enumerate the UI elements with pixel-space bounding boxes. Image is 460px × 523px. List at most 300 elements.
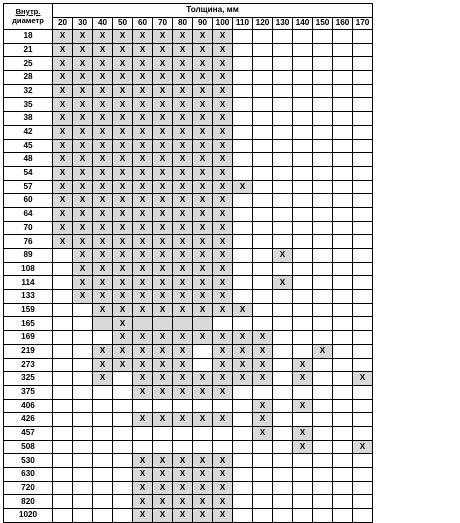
- empty-cell: [113, 426, 133, 440]
- availability-mark-cell: X: [113, 331, 133, 345]
- availability-mark-cell: X: [173, 194, 193, 208]
- empty-cell: [293, 57, 313, 71]
- availability-mark-cell: X: [73, 84, 93, 98]
- availability-mark-cell: X: [53, 125, 73, 139]
- empty-cell: [333, 276, 353, 290]
- availability-mark-cell: X: [153, 98, 173, 112]
- availability-mark-cell: X: [193, 153, 213, 167]
- availability-mark-cell: X: [153, 84, 173, 98]
- empty-cell: [53, 426, 73, 440]
- availability-mark-cell: X: [73, 30, 93, 44]
- availability-mark-cell: X: [113, 180, 133, 194]
- table-row: [4, 71, 373, 85]
- diameter-cell: 38: [4, 112, 53, 126]
- availability-mark-cell: X: [253, 413, 273, 427]
- empty-cell: [333, 468, 353, 482]
- empty-cell: [353, 153, 373, 167]
- empty-cell: [233, 153, 253, 167]
- availability-mark-cell: X: [113, 57, 133, 71]
- availability-mark-cell: X: [173, 43, 193, 57]
- availability-mark-cell: X: [193, 454, 213, 468]
- availability-mark-cell: X: [53, 221, 73, 235]
- diameter-cell: 89: [4, 249, 53, 263]
- empty-cell: [313, 385, 333, 399]
- empty-cell: [233, 509, 253, 523]
- availability-mark-cell: X: [233, 358, 253, 372]
- empty-cell: [113, 495, 133, 509]
- empty-cell: [113, 385, 133, 399]
- empty-cell: [233, 43, 253, 57]
- empty-cell: [233, 221, 253, 235]
- availability-mark-cell: X: [53, 43, 73, 57]
- availability-mark-cell: X: [153, 331, 173, 345]
- availability-mark-cell: X: [133, 153, 153, 167]
- availability-mark-cell: X: [213, 98, 233, 112]
- availability-mark-cell: X: [93, 98, 113, 112]
- empty-cell: [233, 194, 253, 208]
- diameter-cell: 159: [4, 303, 53, 317]
- availability-mark-cell: X: [213, 495, 233, 509]
- availability-mark-cell: X: [53, 139, 73, 153]
- diameter-cell: 28: [4, 71, 53, 85]
- diameter-cell: 630: [4, 468, 53, 482]
- empty-cell: [293, 153, 313, 167]
- thickness-column-header: 80: [173, 18, 193, 30]
- empty-cell: [353, 358, 373, 372]
- empty-cell: [333, 358, 353, 372]
- empty-cell: [333, 194, 353, 208]
- empty-cell: [53, 454, 73, 468]
- table-row: [4, 372, 373, 386]
- empty-cell: [293, 495, 313, 509]
- availability-mark-cell: X: [73, 166, 93, 180]
- table-row: [4, 30, 373, 44]
- availability-mark-cell: X: [133, 194, 153, 208]
- availability-mark-cell: X: [153, 235, 173, 249]
- empty-cell: [93, 413, 113, 427]
- empty-cell: [293, 344, 313, 358]
- empty-cell: [313, 235, 333, 249]
- empty-cell: [293, 30, 313, 44]
- availability-mark-cell: X: [73, 139, 93, 153]
- empty-cell: [313, 30, 333, 44]
- availability-mark-cell: X: [193, 98, 213, 112]
- availability-mark-cell: X: [113, 221, 133, 235]
- empty-cell: [253, 385, 273, 399]
- empty-cell: [273, 317, 293, 331]
- availability-mark-cell: X: [93, 221, 113, 235]
- empty-cell: [93, 454, 113, 468]
- availability-mark-cell: X: [193, 385, 213, 399]
- empty-cell: [53, 262, 73, 276]
- diameter-cell: 45: [4, 139, 53, 153]
- availability-mark-cell: X: [113, 249, 133, 263]
- empty-cell: [333, 57, 353, 71]
- empty-cell: [53, 385, 73, 399]
- empty-cell: [93, 481, 113, 495]
- diameter-cell: 18: [4, 30, 53, 44]
- availability-mark-cell: X: [153, 385, 173, 399]
- availability-mark-cell: X: [93, 344, 113, 358]
- availability-mark-cell: X: [173, 413, 193, 427]
- empty-cell: [233, 495, 253, 509]
- empty-cell: [293, 84, 313, 98]
- empty-cell: [73, 413, 93, 427]
- table-row: [4, 57, 373, 71]
- empty-cell: [353, 43, 373, 57]
- availability-mark-cell: X: [93, 194, 113, 208]
- thickness-column-header: 140: [293, 18, 313, 30]
- availability-mark-cell: X: [93, 180, 113, 194]
- empty-cell: [153, 440, 173, 454]
- availability-mark-cell: X: [133, 290, 153, 304]
- availability-mark-cell: X: [53, 153, 73, 167]
- availability-mark-cell: X: [113, 262, 133, 276]
- empty-cell: [93, 331, 113, 345]
- availability-mark-cell: X: [193, 30, 213, 44]
- availability-mark-cell: X: [213, 372, 233, 386]
- table-row: [4, 262, 373, 276]
- empty-cell: [233, 468, 253, 482]
- table-row: [4, 303, 373, 317]
- empty-cell: [293, 331, 313, 345]
- empty-cell: [353, 194, 373, 208]
- empty-cell: [53, 303, 73, 317]
- availability-mark-cell: X: [133, 180, 153, 194]
- empty-cell: [73, 317, 93, 331]
- empty-cell: [293, 43, 313, 57]
- empty-cell: [293, 290, 313, 304]
- empty-cell: [253, 207, 273, 221]
- empty-cell: [93, 468, 113, 482]
- empty-cell: [313, 180, 333, 194]
- availability-mark-cell: X: [213, 30, 233, 44]
- availability-mark-cell: X: [153, 509, 173, 523]
- availability-mark-cell: X: [193, 71, 213, 85]
- availability-mark-cell: X: [53, 57, 73, 71]
- empty-cell: [313, 221, 333, 235]
- availability-mark-cell: X: [113, 344, 133, 358]
- empty-cell: [253, 43, 273, 57]
- availability-mark-cell: X: [73, 57, 93, 71]
- availability-mark-cell: X: [153, 262, 173, 276]
- empty-cell: [253, 153, 273, 167]
- empty-cell: [293, 413, 313, 427]
- empty-cell: [93, 399, 113, 413]
- empty-cell: [253, 303, 273, 317]
- availability-mark-cell: X: [173, 221, 193, 235]
- empty-cell: [253, 180, 273, 194]
- empty-cell: [293, 454, 313, 468]
- thickness-column-header: 40: [93, 18, 113, 30]
- availability-mark-cell: X: [133, 112, 153, 126]
- availability-mark-cell: X: [93, 30, 113, 44]
- availability-mark-cell: X: [213, 43, 233, 57]
- availability-mark-cell: X: [133, 385, 153, 399]
- table-row: [4, 317, 373, 331]
- empty-cell: [273, 166, 293, 180]
- availability-mark-cell: X: [73, 125, 93, 139]
- empty-cell: [113, 399, 133, 413]
- shaded-empty-cell: [173, 317, 193, 331]
- availability-mark-cell: X: [113, 290, 133, 304]
- empty-cell: [73, 399, 93, 413]
- empty-cell: [53, 344, 73, 358]
- availability-mark-cell: X: [173, 331, 193, 345]
- availability-mark-cell: X: [253, 358, 273, 372]
- empty-cell: [353, 166, 373, 180]
- empty-cell: [53, 413, 73, 427]
- availability-mark-cell: X: [213, 509, 233, 523]
- availability-mark-cell: X: [133, 454, 153, 468]
- diameter-cell: 42: [4, 125, 53, 139]
- availability-mark-cell: X: [173, 125, 193, 139]
- empty-cell: [113, 468, 133, 482]
- table-row: [4, 207, 373, 221]
- diameter-cell: 165: [4, 317, 53, 331]
- availability-mark-cell: X: [73, 290, 93, 304]
- empty-cell: [333, 249, 353, 263]
- table-row: [4, 290, 373, 304]
- empty-cell: [293, 276, 313, 290]
- diameter-cell: 60: [4, 194, 53, 208]
- empty-cell: [193, 426, 213, 440]
- availability-mark-cell: X: [233, 331, 253, 345]
- availability-mark-cell: X: [193, 372, 213, 386]
- empty-cell: [333, 413, 353, 427]
- availability-mark-cell: X: [93, 207, 113, 221]
- availability-mark-cell: X: [73, 153, 93, 167]
- availability-mark-cell: X: [113, 276, 133, 290]
- availability-mark-cell: X: [173, 112, 193, 126]
- empty-cell: [253, 468, 273, 482]
- empty-cell: [233, 98, 253, 112]
- availability-mark-cell: X: [173, 180, 193, 194]
- empty-cell: [333, 139, 353, 153]
- shaded-empty-cell: [133, 317, 153, 331]
- empty-cell: [273, 303, 293, 317]
- availability-mark-cell: X: [173, 30, 193, 44]
- empty-cell: [273, 372, 293, 386]
- empty-cell: [273, 235, 293, 249]
- table-row: [4, 139, 373, 153]
- availability-mark-cell: X: [213, 57, 233, 71]
- empty-cell: [153, 426, 173, 440]
- empty-cell: [113, 481, 133, 495]
- table-row: [4, 344, 373, 358]
- availability-mark-cell: X: [153, 303, 173, 317]
- availability-mark-cell: X: [133, 413, 153, 427]
- availability-mark-cell: X: [173, 481, 193, 495]
- availability-mark-cell: X: [293, 399, 313, 413]
- availability-mark-cell: X: [153, 344, 173, 358]
- availability-mark-cell: X: [253, 331, 273, 345]
- empty-cell: [313, 440, 333, 454]
- availability-mark-cell: X: [73, 276, 93, 290]
- empty-cell: [293, 194, 313, 208]
- availability-mark-cell: X: [93, 112, 113, 126]
- availability-mark-cell: X: [153, 276, 173, 290]
- availability-mark-cell: X: [173, 153, 193, 167]
- availability-mark-cell: X: [53, 71, 73, 85]
- empty-cell: [53, 317, 73, 331]
- empty-cell: [333, 495, 353, 509]
- empty-cell: [273, 262, 293, 276]
- availability-mark-cell: X: [173, 71, 193, 85]
- availability-mark-cell: X: [133, 262, 153, 276]
- empty-cell: [313, 454, 333, 468]
- availability-mark-cell: X: [253, 426, 273, 440]
- empty-cell: [53, 331, 73, 345]
- empty-cell: [73, 440, 93, 454]
- availability-mark-cell: X: [153, 413, 173, 427]
- empty-cell: [193, 344, 213, 358]
- empty-cell: [273, 139, 293, 153]
- availability-mark-cell: X: [213, 166, 233, 180]
- empty-cell: [313, 139, 333, 153]
- empty-cell: [333, 98, 353, 112]
- empty-cell: [333, 331, 353, 345]
- empty-cell: [273, 399, 293, 413]
- availability-mark-cell: X: [173, 372, 193, 386]
- availability-mark-cell: X: [53, 194, 73, 208]
- empty-cell: [253, 276, 273, 290]
- empty-cell: [333, 317, 353, 331]
- availability-mark-cell: X: [133, 30, 153, 44]
- availability-mark-cell: X: [193, 194, 213, 208]
- empty-cell: [253, 112, 273, 126]
- availability-mark-cell: X: [233, 180, 253, 194]
- availability-mark-cell: X: [113, 71, 133, 85]
- availability-mark-cell: X: [153, 194, 173, 208]
- table-row: [4, 153, 373, 167]
- table-row: [4, 454, 373, 468]
- diameter-cell: 530: [4, 454, 53, 468]
- table-row: [4, 481, 373, 495]
- empty-cell: [313, 426, 333, 440]
- empty-cell: [113, 372, 133, 386]
- availability-mark-cell: X: [153, 372, 173, 386]
- empty-cell: [233, 71, 253, 85]
- empty-cell: [53, 249, 73, 263]
- availability-mark-cell: X: [213, 125, 233, 139]
- empty-cell: [233, 139, 253, 153]
- empty-cell: [313, 399, 333, 413]
- empty-cell: [273, 290, 293, 304]
- empty-cell: [333, 43, 353, 57]
- empty-cell: [73, 344, 93, 358]
- availability-mark-cell: X: [213, 153, 233, 167]
- empty-cell: [53, 495, 73, 509]
- availability-mark-cell: X: [133, 495, 153, 509]
- empty-cell: [53, 290, 73, 304]
- empty-cell: [133, 399, 153, 413]
- availability-mark-cell: X: [173, 358, 193, 372]
- empty-cell: [273, 358, 293, 372]
- thickness-column-header: 150: [313, 18, 333, 30]
- empty-cell: [153, 399, 173, 413]
- empty-cell: [353, 262, 373, 276]
- availability-mark-cell: X: [193, 468, 213, 482]
- empty-cell: [333, 440, 353, 454]
- availability-mark-cell: X: [113, 317, 133, 331]
- empty-cell: [253, 317, 273, 331]
- availability-mark-cell: X: [153, 481, 173, 495]
- empty-cell: [53, 399, 73, 413]
- availability-mark-cell: X: [73, 262, 93, 276]
- availability-mark-cell: X: [213, 276, 233, 290]
- empty-cell: [313, 71, 333, 85]
- empty-cell: [233, 290, 253, 304]
- empty-cell: [333, 221, 353, 235]
- availability-mark-cell: X: [93, 125, 113, 139]
- availability-mark-cell: X: [173, 262, 193, 276]
- diameter-cell: 32: [4, 84, 53, 98]
- availability-mark-cell: X: [193, 125, 213, 139]
- thickness-column-header: 160: [333, 18, 353, 30]
- empty-cell: [53, 440, 73, 454]
- table-row: [4, 276, 373, 290]
- empty-cell: [73, 385, 93, 399]
- empty-cell: [233, 207, 253, 221]
- empty-cell: [213, 426, 233, 440]
- empty-cell: [73, 426, 93, 440]
- empty-cell: [273, 153, 293, 167]
- availability-mark-cell: X: [153, 166, 173, 180]
- empty-cell: [273, 57, 293, 71]
- availability-mark-cell: X: [213, 331, 233, 345]
- availability-mark-cell: X: [213, 468, 233, 482]
- availability-mark-cell: X: [213, 112, 233, 126]
- empty-cell: [273, 413, 293, 427]
- availability-mark-cell: X: [113, 98, 133, 112]
- diameter-cell: 54: [4, 166, 53, 180]
- empty-cell: [293, 166, 313, 180]
- empty-cell: [333, 153, 353, 167]
- thickness-column-header: 130: [273, 18, 293, 30]
- availability-mark-cell: X: [193, 481, 213, 495]
- empty-cell: [133, 426, 153, 440]
- empty-cell: [293, 98, 313, 112]
- table-row: [4, 98, 373, 112]
- empty-cell: [353, 276, 373, 290]
- empty-cell: [353, 98, 373, 112]
- availability-mark-cell: X: [273, 276, 293, 290]
- empty-cell: [193, 358, 213, 372]
- empty-cell: [233, 317, 253, 331]
- empty-cell: [313, 468, 333, 482]
- empty-cell: [313, 276, 333, 290]
- availability-mark-cell: X: [193, 413, 213, 427]
- empty-cell: [233, 440, 253, 454]
- empty-cell: [233, 235, 253, 249]
- empty-cell: [53, 509, 73, 523]
- empty-cell: [213, 440, 233, 454]
- empty-cell: [353, 509, 373, 523]
- empty-cell: [353, 331, 373, 345]
- empty-cell: [313, 290, 333, 304]
- availability-mark-cell: X: [153, 454, 173, 468]
- availability-mark-cell: X: [153, 125, 173, 139]
- empty-cell: [333, 125, 353, 139]
- availability-mark-cell: X: [153, 180, 173, 194]
- diameter-cell: 457: [4, 426, 53, 440]
- empty-cell: [73, 358, 93, 372]
- diameter-header: [4, 4, 53, 30]
- availability-mark-cell: X: [73, 43, 93, 57]
- empty-cell: [273, 440, 293, 454]
- empty-cell: [233, 454, 253, 468]
